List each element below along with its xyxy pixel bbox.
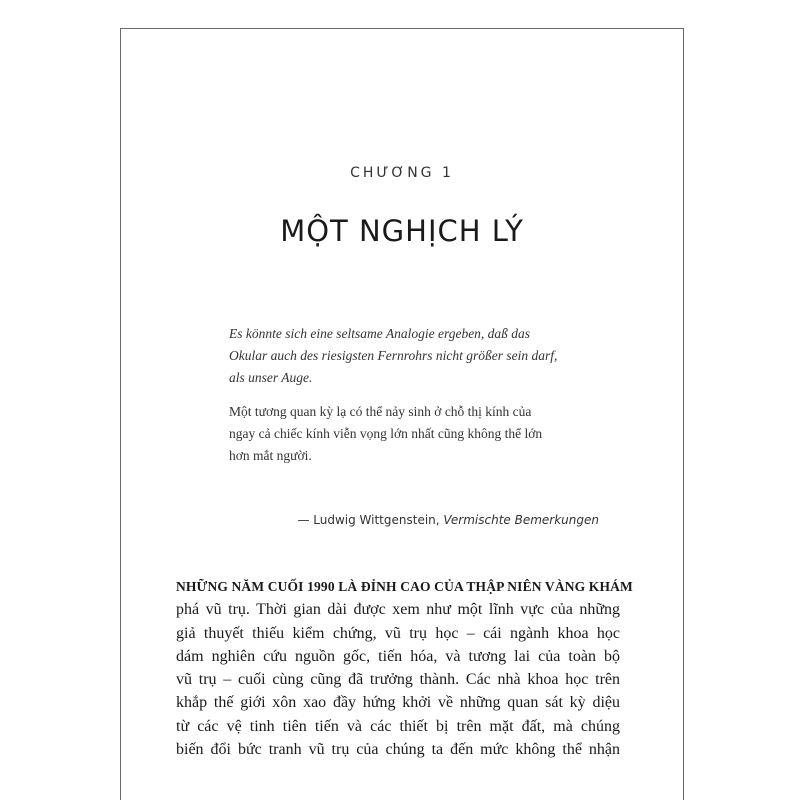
body-line: khắp thế giới xôn xao đầy hứng khởi về những quan sát kỳ diệu (176, 694, 620, 712)
epigraph-vietnamese (229, 401, 599, 467)
attribution-work: Vermischte Bemerkungen (443, 513, 599, 527)
body-paragraph (176, 575, 633, 761)
attribution-author: — Ludwig Wittgenstein, (297, 513, 444, 527)
body-line: từ các vệ tinh tiên tiến và các thiết bị trên mặt đất, mà chúng (176, 717, 620, 735)
epigraph-vietnamese-line: Một tương quan kỳ lạ có thể nảy sinh ở chỗ thị kính của (229, 404, 532, 419)
epigraph-german (229, 323, 599, 389)
body-line: giả thuyết thiếu kiểm chứng, vũ trụ học – cái ngành khoa học (176, 624, 620, 642)
chapter-title: MỘT NGHỊCH LÝ (280, 214, 524, 248)
chapter-label: CHƯƠNG 1 (350, 165, 454, 181)
epigraph-german-line: Es könnte sich eine seltsame Analogie ergeben, daß das (229, 326, 531, 341)
body-lead-line: NHỮNG NĂM CUỐI 1990 LÀ ĐỈNH CAO CỦA THẬP NIÊN VÀNG KHÁM (176, 579, 633, 594)
book-page (120, 28, 684, 800)
epigraph-attribution (229, 513, 599, 527)
body-line: phá vũ trụ. Thời gian dài được xem như một lĩnh vực của những (176, 601, 620, 619)
epigraph-german-line: Okular auch des riesigsten Fernrohrs nicht größer sein darf, (229, 348, 558, 363)
epigraph-vietnamese-line: ngay cả chiếc kính viễn vọng lớn nhất cũng không thể lớn (229, 426, 543, 441)
epigraph-german-line: als unser Auge. (229, 370, 313, 385)
body-line: biến đổi bức tranh vũ trụ của chúng ta đến mức không thể nhận (176, 741, 620, 759)
body-line: vũ trụ – cuối cùng cũng đã trưởng thành. Các nhà khoa học trên (176, 671, 620, 689)
epigraph (229, 323, 599, 469)
body-line: dám nghiên cứu nguồn gốc, tiến hóa, và tương lai của toàn bộ (176, 647, 620, 665)
epigraph-vietnamese-line: hơn mắt người. (229, 448, 312, 463)
